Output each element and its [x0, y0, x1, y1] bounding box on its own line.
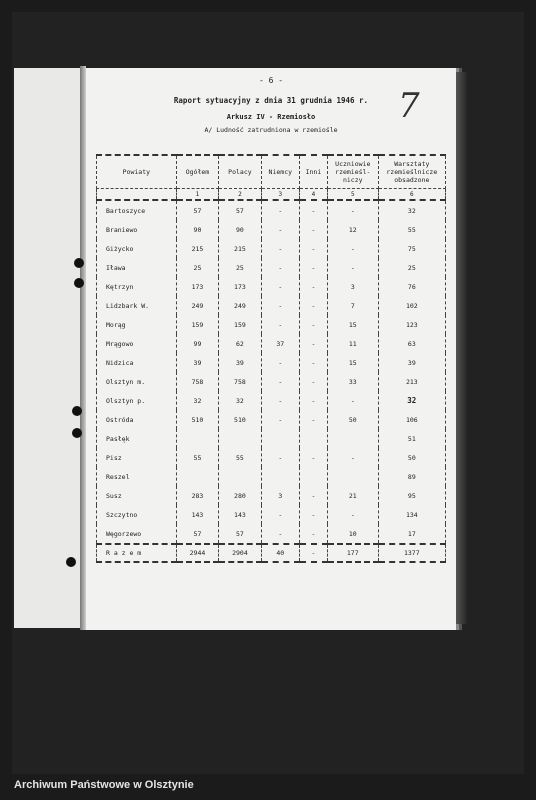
value-cell: 123	[378, 315, 445, 334]
value-cell: -	[261, 505, 299, 524]
document-page	[86, 68, 456, 630]
value-cell: 57	[219, 524, 261, 544]
column-header: Ogółem	[176, 155, 218, 189]
table-row	[97, 200, 446, 220]
column-number: 3	[261, 189, 299, 201]
value-cell: 280	[219, 486, 261, 505]
total-cell: -	[299, 544, 327, 562]
value-cell: -	[261, 410, 299, 429]
table-row	[97, 334, 446, 353]
value-cell: -	[327, 391, 378, 410]
value-cell	[261, 429, 299, 448]
value-cell: -	[299, 296, 327, 315]
value-cell: 215	[176, 239, 218, 258]
value-cell: 57	[219, 200, 261, 220]
table-row	[97, 486, 446, 505]
value-cell: 33	[327, 372, 378, 391]
value-cell: 39	[378, 353, 445, 372]
value-cell: -	[327, 239, 378, 258]
value-cell: 39	[219, 353, 261, 372]
value-cell: 37	[261, 334, 299, 353]
column-number: 4	[299, 189, 327, 201]
value-cell: 32	[176, 391, 218, 410]
value-cell: 50	[327, 410, 378, 429]
value-cell: 76	[378, 277, 445, 296]
district-name-cell: Mrągowo	[97, 334, 177, 353]
value-cell: 17	[378, 524, 445, 544]
table-row	[97, 220, 446, 239]
value-cell: -	[299, 200, 327, 220]
value-cell: 57	[176, 200, 218, 220]
value-cell: -	[299, 334, 327, 353]
value-cell: -	[327, 505, 378, 524]
district-name-cell: Reszel	[97, 467, 177, 486]
table-row	[97, 353, 446, 372]
value-cell: 134	[378, 505, 445, 524]
district-name-cell: Braniewo	[97, 220, 177, 239]
value-cell: 758	[176, 372, 218, 391]
column-header: Powiaty	[97, 155, 177, 189]
district-name-cell: Lidzbark W.	[97, 296, 177, 315]
table-row	[97, 429, 446, 448]
district-name-cell: Olsztyn m.	[97, 372, 177, 391]
value-cell: 143	[176, 505, 218, 524]
value-cell: 25	[378, 258, 445, 277]
total-row	[97, 544, 446, 562]
district-name-cell: Węgorzewo	[97, 524, 177, 544]
table-row	[97, 410, 446, 429]
district-name-cell: Szczytno	[97, 505, 177, 524]
table-header-row	[97, 155, 446, 189]
table-row	[97, 277, 446, 296]
table-row	[97, 315, 446, 334]
value-cell: -	[299, 505, 327, 524]
table-row	[97, 467, 446, 486]
report-title: Raport sytuacyjny z dnia 31 grudnia 1946 r.	[173, 96, 369, 105]
previous-page-edge	[14, 68, 83, 628]
value-cell	[176, 429, 218, 448]
value-cell: 159	[219, 315, 261, 334]
value-cell: -	[327, 258, 378, 277]
punch-hole	[74, 258, 84, 268]
value-cell: 159	[176, 315, 218, 334]
total-cell: 2944	[176, 544, 218, 562]
value-cell	[327, 429, 378, 448]
table-row	[97, 239, 446, 258]
value-cell: -	[327, 200, 378, 220]
value-cell: 39	[176, 353, 218, 372]
table-row	[97, 391, 446, 410]
district-name-cell: Morąg	[97, 315, 177, 334]
punch-hole	[74, 278, 84, 288]
section-title: A/ Ludność zatrudniona w rzemiośle	[204, 126, 338, 134]
total-cell: 2904	[219, 544, 261, 562]
column-number	[97, 189, 177, 201]
column-number: 5	[327, 189, 378, 201]
value-cell: 10	[327, 524, 378, 544]
value-cell: -	[299, 372, 327, 391]
value-cell: 173	[219, 277, 261, 296]
value-cell: -	[299, 524, 327, 544]
value-cell	[299, 467, 327, 486]
column-header: Polacy	[219, 155, 261, 189]
total-label: R a z e m	[97, 544, 177, 562]
value-cell: -	[299, 391, 327, 410]
district-name-cell: Giżycko	[97, 239, 177, 258]
district-name-cell: Iława	[97, 258, 177, 277]
archive-label: Archiwum Państwowe w Olsztynie	[14, 779, 194, 791]
value-cell: 11	[327, 334, 378, 353]
value-cell	[327, 467, 378, 486]
value-cell: 55	[176, 448, 218, 467]
total-cell: 40	[261, 544, 299, 562]
value-cell: 55	[219, 448, 261, 467]
value-cell: 21	[327, 486, 378, 505]
value-cell: -	[299, 277, 327, 296]
crafts-table	[96, 154, 446, 563]
table-row	[97, 372, 446, 391]
value-cell: -	[299, 239, 327, 258]
district-name-cell: Pisz	[97, 448, 177, 467]
punch-hole	[66, 557, 76, 567]
value-cell: 249	[176, 296, 218, 315]
value-cell	[176, 467, 218, 486]
value-cell: -	[261, 353, 299, 372]
table-row	[97, 448, 446, 467]
page-number: - 6 -	[258, 76, 284, 85]
value-cell: 62	[219, 334, 261, 353]
handwritten-page-number: 7	[398, 86, 420, 126]
district-name-cell: Nidzica	[97, 353, 177, 372]
column-header: Niemcy	[261, 155, 299, 189]
value-cell: -	[299, 353, 327, 372]
value-cell: -	[261, 315, 299, 334]
column-number-row	[97, 189, 446, 201]
total-cell: 177	[327, 544, 378, 562]
page-stack-edge	[456, 72, 468, 624]
value-cell	[219, 429, 261, 448]
value-cell: 89	[378, 467, 445, 486]
value-cell: 7	[327, 296, 378, 315]
value-cell: 51	[378, 429, 445, 448]
sheet-title: Arkusz IV - Rzemiosło	[226, 113, 316, 121]
value-cell	[261, 467, 299, 486]
value-cell: 55	[378, 220, 445, 239]
value-cell: 95	[378, 486, 445, 505]
value-cell: 32	[219, 391, 261, 410]
value-cell: 12	[327, 220, 378, 239]
column-header: Uczniowie rzemieśl-niczy	[327, 155, 378, 189]
value-cell: -	[261, 220, 299, 239]
value-cell: -	[299, 258, 327, 277]
value-cell	[219, 467, 261, 486]
value-cell: -	[327, 448, 378, 467]
column-number: 2	[219, 189, 261, 201]
district-name-cell: Susz	[97, 486, 177, 505]
value-cell: 106	[378, 410, 445, 429]
table-row	[97, 524, 446, 544]
value-cell: 3	[327, 277, 378, 296]
value-cell: -	[261, 277, 299, 296]
punch-hole	[72, 406, 82, 416]
district-name-cell: Ostróda	[97, 410, 177, 429]
column-header: Warsztaty rzemieślnicze obsadzone	[378, 155, 445, 189]
value-cell: 25	[219, 258, 261, 277]
value-cell: 32	[378, 200, 445, 220]
table-row	[97, 258, 446, 277]
value-cell: 99	[176, 334, 218, 353]
value-cell: 758	[219, 372, 261, 391]
value-cell: 173	[176, 277, 218, 296]
value-cell: 15	[327, 315, 378, 334]
value-cell: -	[261, 239, 299, 258]
value-cell: -	[299, 315, 327, 334]
value-cell: 15	[327, 353, 378, 372]
value-cell: 143	[219, 505, 261, 524]
value-cell: 510	[176, 410, 218, 429]
table-row	[97, 505, 446, 524]
value-cell: -	[261, 524, 299, 544]
value-cell: 510	[219, 410, 261, 429]
value-cell: -	[299, 486, 327, 505]
value-cell: -	[261, 296, 299, 315]
value-cell: 213	[378, 372, 445, 391]
value-cell: 50	[378, 448, 445, 467]
value-cell	[299, 429, 327, 448]
column-number: 1	[176, 189, 218, 201]
district-name-cell: Olsztyn p.	[97, 391, 177, 410]
punch-hole	[72, 428, 82, 438]
value-cell: 63	[378, 334, 445, 353]
value-cell: 215	[219, 239, 261, 258]
value-cell: -	[261, 391, 299, 410]
value-cell: 249	[219, 296, 261, 315]
value-cell: 90	[219, 220, 261, 239]
value-cell: 75	[378, 239, 445, 258]
value-cell: 3	[261, 486, 299, 505]
value-cell: -	[261, 448, 299, 467]
value-cell: -	[261, 372, 299, 391]
value-cell: 283	[176, 486, 218, 505]
value-cell: -	[299, 220, 327, 239]
district-name-cell: Bartoszyce	[97, 200, 177, 220]
value-cell: 32	[378, 391, 445, 410]
value-cell: -	[261, 200, 299, 220]
district-name-cell: Pasłęk	[97, 429, 177, 448]
column-header: Inni	[299, 155, 327, 189]
value-cell: -	[261, 258, 299, 277]
value-cell: -	[299, 410, 327, 429]
value-cell: 90	[176, 220, 218, 239]
total-cell: 1377	[378, 544, 445, 562]
table-row	[97, 296, 446, 315]
column-number: 6	[378, 189, 445, 201]
value-cell: 25	[176, 258, 218, 277]
value-cell: 102	[378, 296, 445, 315]
district-name-cell: Kętrzyn	[97, 277, 177, 296]
value-cell: 57	[176, 524, 218, 544]
value-cell: -	[299, 448, 327, 467]
